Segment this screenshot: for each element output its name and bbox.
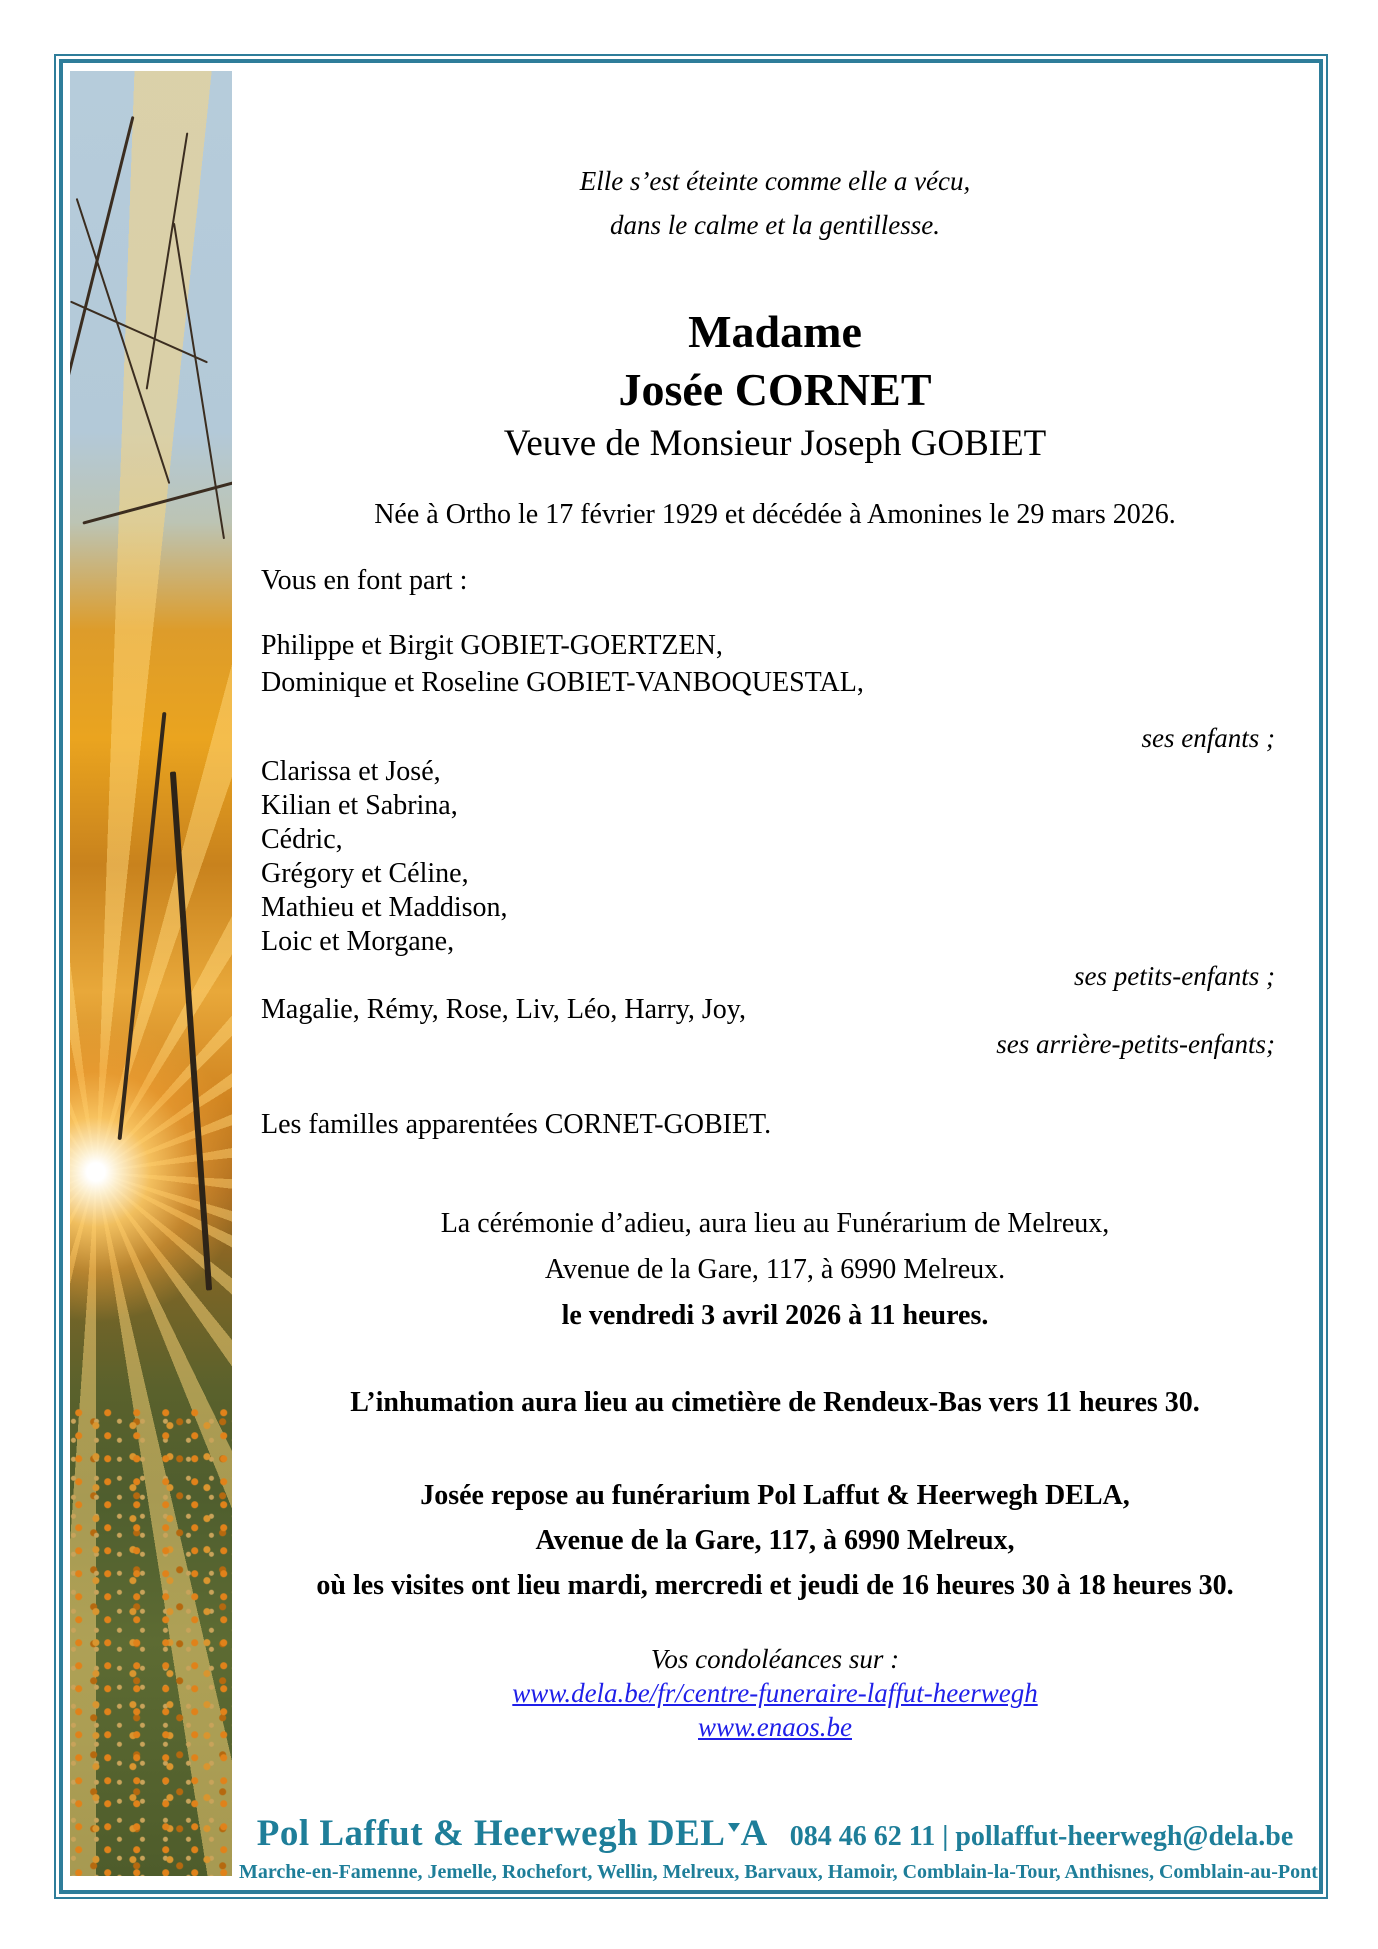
burial-line: L’inhumation aura lieu au cimetière de Rendeux-Bas vers 11 heures 30. (350, 1387, 1200, 1418)
list-item: Dominique et Roseline GOBIET-VANBOQUESTAL, (261, 667, 864, 698)
brand-text-end: A (740, 1813, 768, 1854)
brand-text: Pol Laffut & Heerwegh DEL (256, 1813, 726, 1854)
branch-decor (82, 480, 232, 524)
epigraph (239, 159, 1311, 247)
epigraph-line: dans le calme et la gentillesse. (610, 210, 940, 240)
funeral-home-footer (239, 1812, 1318, 1884)
great-grandchildren-label: ses arrière-petits-enfants; (996, 1029, 1275, 1059)
footer-locations: Marche-en-Famenne, Jemelle, Rochefort, Wellin, Melreux, Barvaux, Hamoir, Comblain-la-Tour, Anthisnes, Comblain-au-Pont (239, 1861, 1318, 1883)
tree-trunk-decor (170, 771, 212, 1290)
deceased-name: Josée CORNET (618, 364, 932, 415)
deceased-subtitle: Veuve de Monsieur Joseph GOBIET (503, 423, 1047, 464)
ceremony-date-line: le vendredi 3 avril 2026 à 11 heures. (561, 1300, 989, 1331)
ceremony-line: La cérémonie d’adieu, aura lieu au Funérarium de Melreux, (440, 1208, 1110, 1239)
condolences-link-dela[interactable]: www.dela.be/fr/centre-funeraire-laffut-heerwegh (512, 1678, 1038, 1708)
great-grandchildren-list: Magalie, Rémy, Rose, Liv, Léo, Harry, Joy, (261, 994, 746, 1025)
funeral-home-logo (257, 1812, 768, 1855)
children-label: ses enfants ; (1141, 723, 1275, 753)
list-item: Kilian et Sabrina, (261, 790, 458, 821)
page-border-inner (59, 59, 1323, 1894)
grandchildren-label: ses petits-enfants ; (1074, 961, 1275, 991)
epigraph-line: Elle s’est éteinte comme elle a vécu, (579, 166, 971, 196)
related-families-line: Les familles apparentées CORNET-GOBIET. (261, 1109, 772, 1140)
ceremony-section (239, 1201, 1311, 1339)
visits-line: où les visites ont lieu mardi, mercredi et jeudi de 16 heures 30 à 18 heures 30. (316, 1570, 1234, 1601)
fallen-leaves-decor (70, 1407, 232, 1876)
repose-line: Avenue de la Gare, 117, à 6990 Melreux, (535, 1525, 1015, 1556)
list-item: Mathieu et Maddison, (261, 892, 508, 923)
announcement-intro: Vous en font part : (261, 565, 468, 596)
list-item: Grégory et Céline, (261, 858, 469, 889)
footer-contact: 084 46 62 11 | pollaffut-heerwegh@dela.be (789, 1821, 1294, 1852)
repose-line: Josée repose au funérarium Pol Laffut & Heerwegh DELA, (420, 1480, 1130, 1511)
condolences-link-enaos[interactable]: www.enaos.be (698, 1712, 852, 1742)
birth-death-line: Née à Ortho le 17 février 1929 et décédée à Amonines le 29 mars 2026. (374, 499, 1176, 530)
children-list (239, 627, 1311, 701)
condolences-section (239, 1642, 1311, 1744)
grandchildren-list (239, 755, 1311, 959)
condolences-intro: Vos condoléances sur : (650, 1644, 900, 1674)
deceased-title: Madame (688, 306, 862, 357)
deceased-header (239, 303, 1311, 469)
tree-trunk-decor (118, 712, 167, 1140)
branch-decor (70, 116, 135, 466)
page-border-frame (54, 54, 1328, 1899)
repose-section (239, 1473, 1311, 1608)
footer-brand-row (239, 1812, 1311, 1855)
list-item: Loic et Morgane, (261, 926, 455, 957)
announcement-body (239, 63, 1318, 1890)
autumn-photo (70, 71, 232, 1876)
list-item: Clarissa et José, (261, 756, 441, 787)
ceremony-line: Avenue de la Gare, 117, à 6990 Melreux. (544, 1254, 1006, 1285)
list-item: Cédric, (261, 824, 343, 855)
dela-triangle-icon (728, 1823, 740, 1832)
list-item: Philippe et Birgit GOBIET-GOERTZEN, (261, 630, 723, 661)
